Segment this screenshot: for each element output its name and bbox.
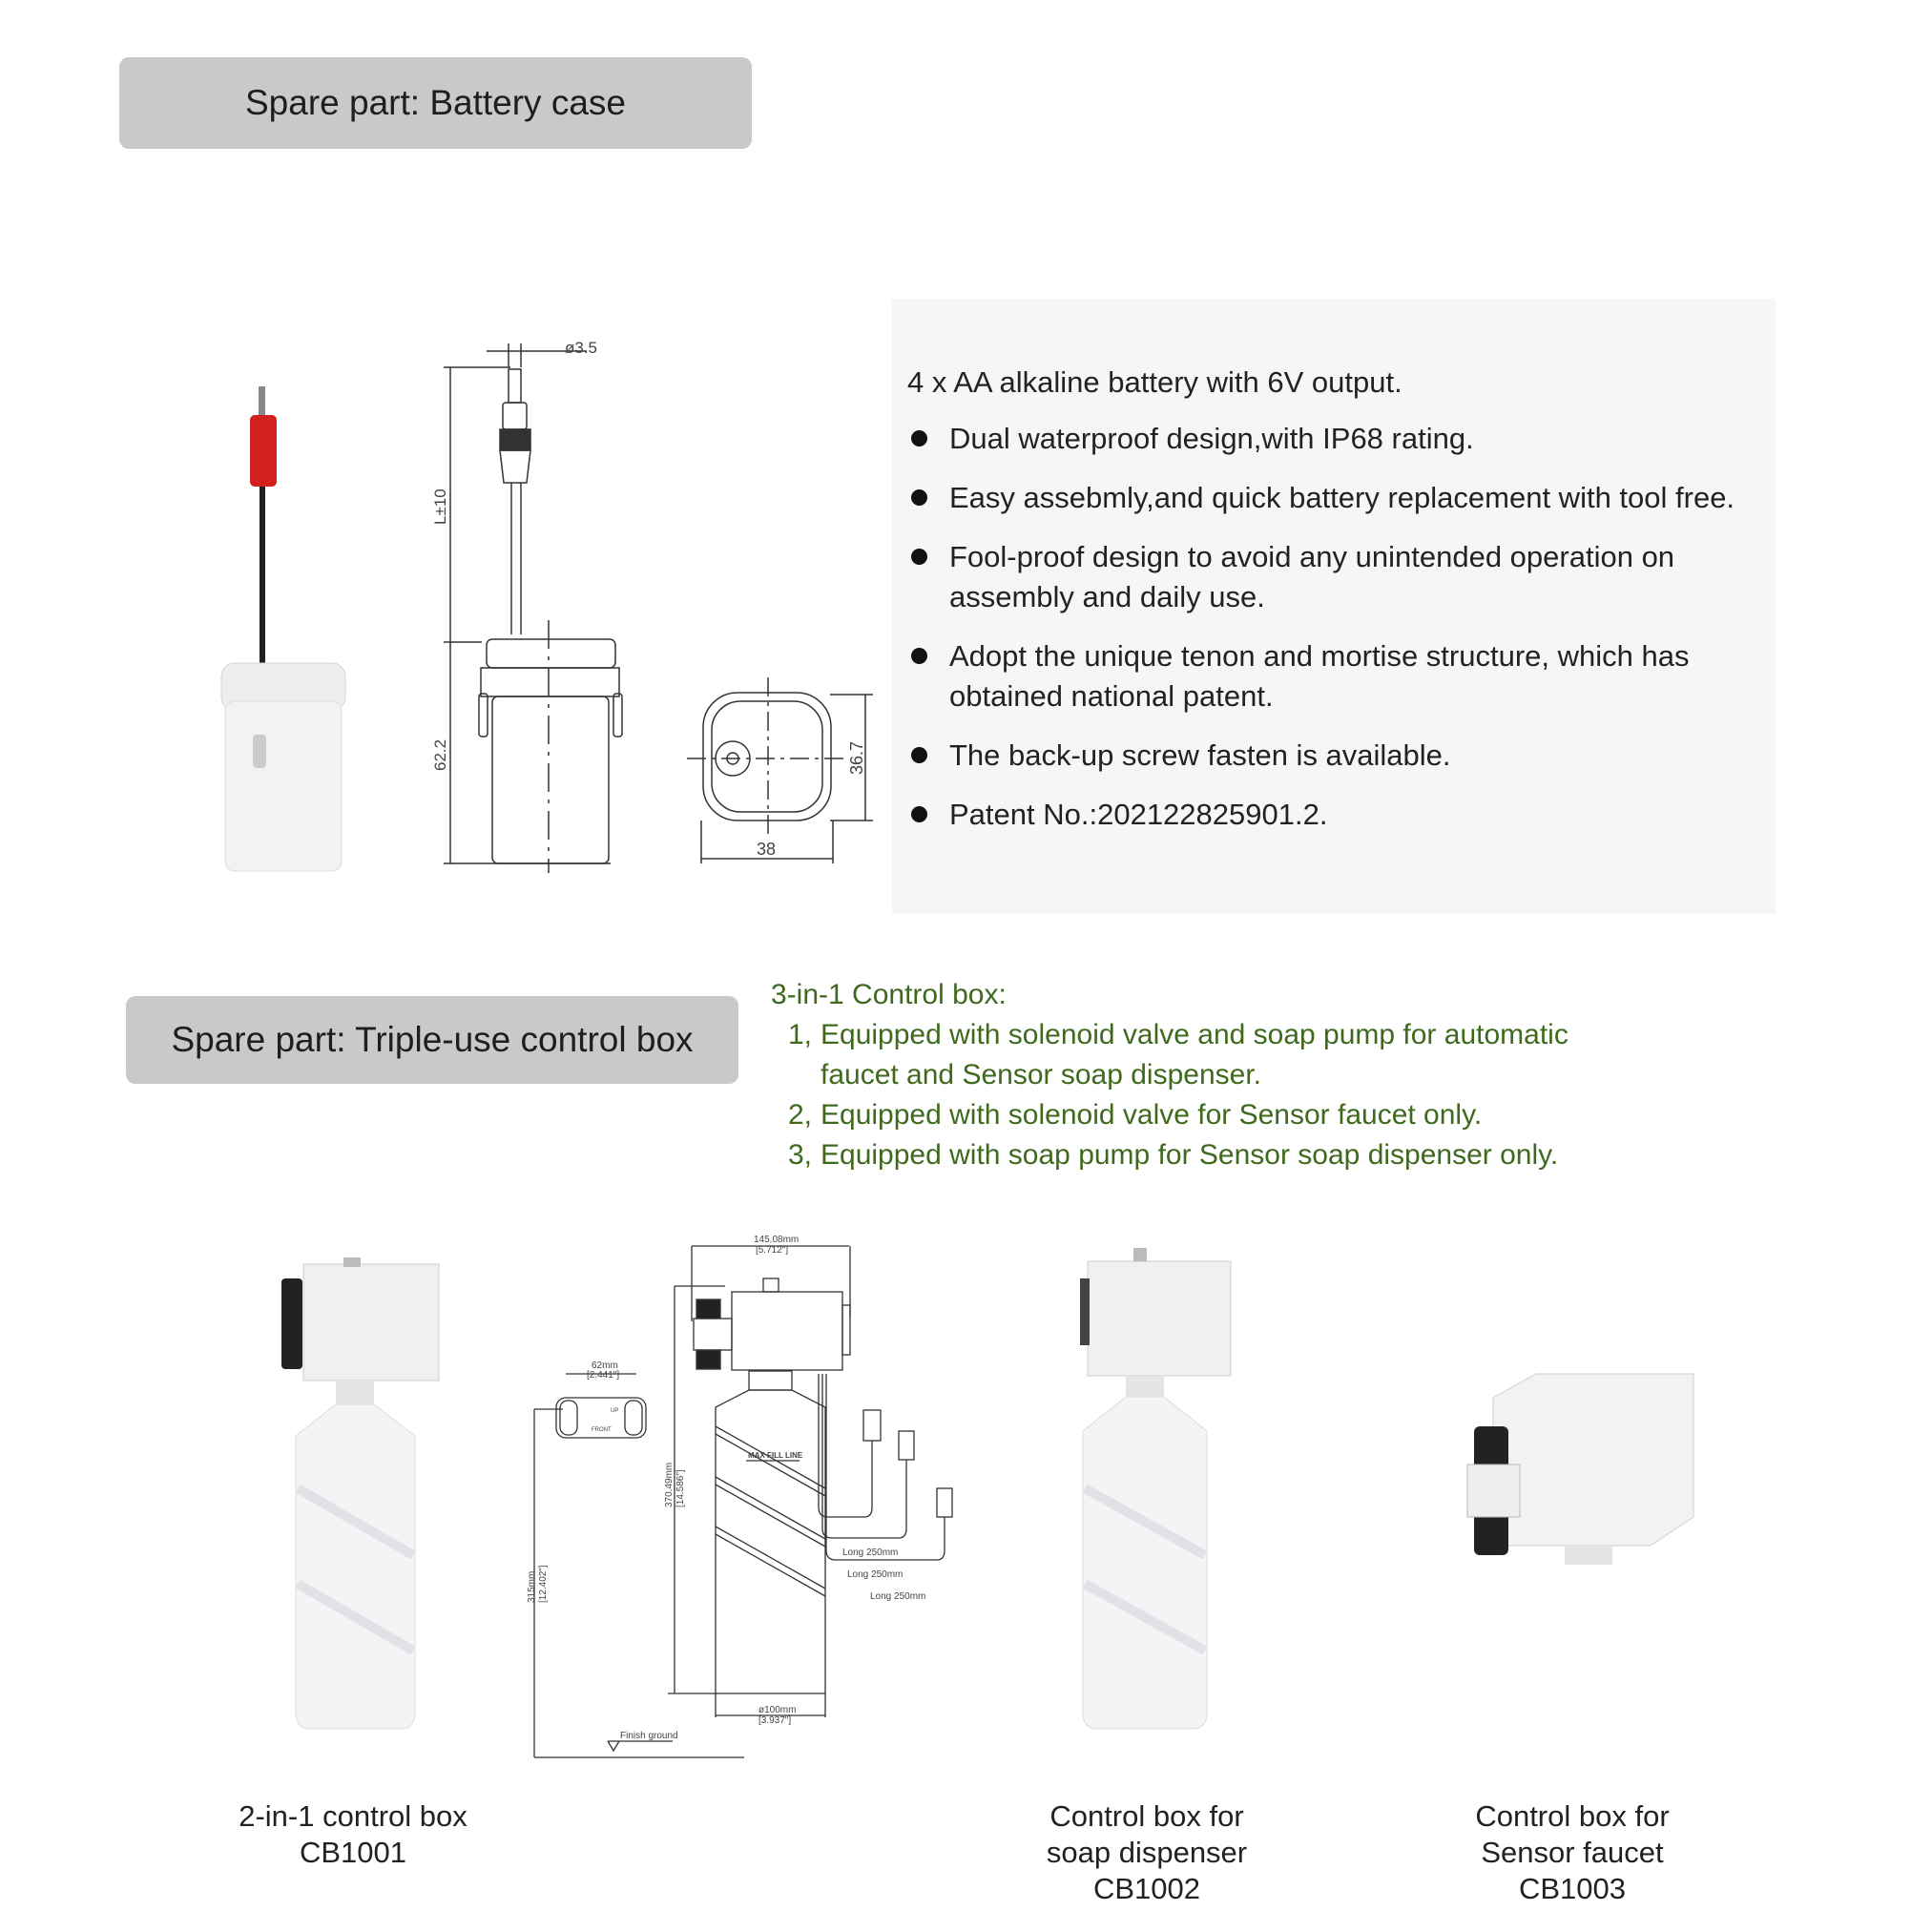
feature-item bbox=[907, 478, 1747, 518]
item-number: 1, bbox=[788, 1019, 813, 1050]
product-cb1001-photo bbox=[281, 1257, 439, 1729]
mount-up-label: UP bbox=[611, 1408, 619, 1414]
bullet-icon bbox=[911, 489, 927, 506]
caption-cb1002 bbox=[994, 1798, 1299, 1907]
caption-model: CB1002 bbox=[1092, 1872, 1201, 1905]
bullet-icon bbox=[911, 747, 927, 763]
mount-width-mm: 62mm bbox=[592, 1361, 618, 1371]
control-item bbox=[771, 1015, 1752, 1055]
dim-cable-length: L±10 bbox=[431, 488, 449, 525]
caption-cb1001 bbox=[200, 1798, 506, 1871]
feature-item bbox=[907, 795, 1747, 835]
control-section-title: Spare part: Triple-use control box bbox=[171, 1020, 694, 1059]
product-cb1002-photo bbox=[1080, 1248, 1231, 1729]
cable-2-label: Long 250mm bbox=[847, 1569, 904, 1580]
control-item bbox=[771, 1095, 1752, 1135]
item-number: 2, bbox=[788, 1099, 813, 1131]
feature-text: Fool-proof design to avoid any unintended operation on assembly and daily use. bbox=[949, 540, 1675, 613]
dim-dia-in: [3.937"] bbox=[758, 1715, 792, 1726]
feature-item bbox=[907, 636, 1747, 717]
dim-diameter: ø3.5 bbox=[565, 339, 598, 357]
caption-cb1003 bbox=[1420, 1798, 1725, 1907]
product-cb1003-photo bbox=[1467, 1374, 1693, 1565]
finish-ground-label: Finish ground bbox=[620, 1731, 678, 1741]
max-fill-label: MAX FILL LINE bbox=[748, 1451, 803, 1460]
control-box-drawing-labels bbox=[527, 1235, 925, 1741]
control-section-header bbox=[126, 996, 738, 1084]
battery-side-drawing bbox=[444, 343, 622, 873]
cable-1-label: Long 250mm bbox=[842, 1548, 899, 1558]
feature-text: Patent No.:202122825901.2. bbox=[949, 798, 1328, 831]
dim-width-mm: 145.08mm bbox=[754, 1235, 800, 1245]
battery-features-panel bbox=[892, 299, 1776, 914]
dim-width: 38 bbox=[757, 840, 777, 859]
item-text: Equipped with soap pump for Sensor soap dispenser only. bbox=[821, 1139, 1559, 1171]
dim-floor-in: [12.402"] bbox=[538, 1565, 549, 1603]
control-box-description bbox=[771, 975, 1752, 1175]
bullet-icon bbox=[911, 430, 927, 447]
feature-item bbox=[907, 419, 1747, 459]
dim-height: 62.2 bbox=[431, 738, 449, 771]
dim-floor-mm: 315mm bbox=[527, 1570, 537, 1603]
feature-text: Easy assebmly,and quick battery replacement with tool free. bbox=[949, 481, 1735, 514]
feature-item bbox=[907, 736, 1747, 776]
control-box-heading: 3-in-1 Control box: bbox=[771, 979, 1007, 1010]
battery-case-photo bbox=[221, 386, 345, 871]
battery-section-header bbox=[119, 57, 752, 149]
item-number: 3, bbox=[788, 1139, 813, 1171]
dim-depth: 36.7 bbox=[847, 740, 866, 775]
caption-line: Control box for bbox=[1049, 1799, 1244, 1833]
cable-3-label: Long 250mm bbox=[870, 1591, 926, 1602]
battery-feature-list bbox=[907, 419, 1747, 854]
caption-model: CB1001 bbox=[299, 1836, 407, 1869]
bullet-icon bbox=[911, 648, 927, 664]
caption-model: CB1003 bbox=[1518, 1872, 1627, 1905]
item-text: Equipped with solenoid valve for Sensor faucet only. bbox=[821, 1099, 1483, 1131]
feature-item bbox=[907, 537, 1747, 617]
bullet-icon bbox=[911, 806, 927, 822]
mount-width-in: [2.441"] bbox=[587, 1370, 620, 1381]
battery-top-drawing bbox=[687, 677, 873, 863]
feature-text: Dual waterproof design,with IP68 rating. bbox=[949, 422, 1474, 455]
control-box-drawing bbox=[534, 1246, 952, 1757]
caption-line: 2-in-1 control box bbox=[239, 1799, 467, 1833]
caption-line: Control box for bbox=[1475, 1799, 1670, 1833]
caption-line: Sensor faucet bbox=[1481, 1836, 1664, 1869]
item-text: Equipped with solenoid valve and soap pump for automatic bbox=[821, 1019, 1568, 1050]
caption-line: soap dispenser bbox=[1046, 1836, 1248, 1869]
bullet-icon bbox=[911, 549, 927, 565]
feature-text: The back-up screw fasten is available. bbox=[949, 738, 1451, 772]
feature-text: Adopt the unique tenon and mortise structure, which has obtained national patent. bbox=[949, 639, 1690, 713]
battery-section-title: Spare part: Battery case bbox=[245, 83, 626, 122]
dim-width-in: [5.712"] bbox=[756, 1245, 789, 1256]
dim-dia-mm: ø100mm bbox=[758, 1705, 797, 1715]
battery-lead-text: 4 x AA alkaline battery with 6V output. bbox=[907, 365, 1402, 399]
dim-height-in: [14.586"] bbox=[675, 1469, 686, 1507]
control-item bbox=[771, 1135, 1752, 1175]
mount-front-label: FRONT bbox=[592, 1427, 612, 1433]
item-text-continued: faucet and Sensor soap dispenser. bbox=[821, 1059, 1261, 1091]
dim-height-mm: 370.49mm bbox=[664, 1462, 675, 1507]
